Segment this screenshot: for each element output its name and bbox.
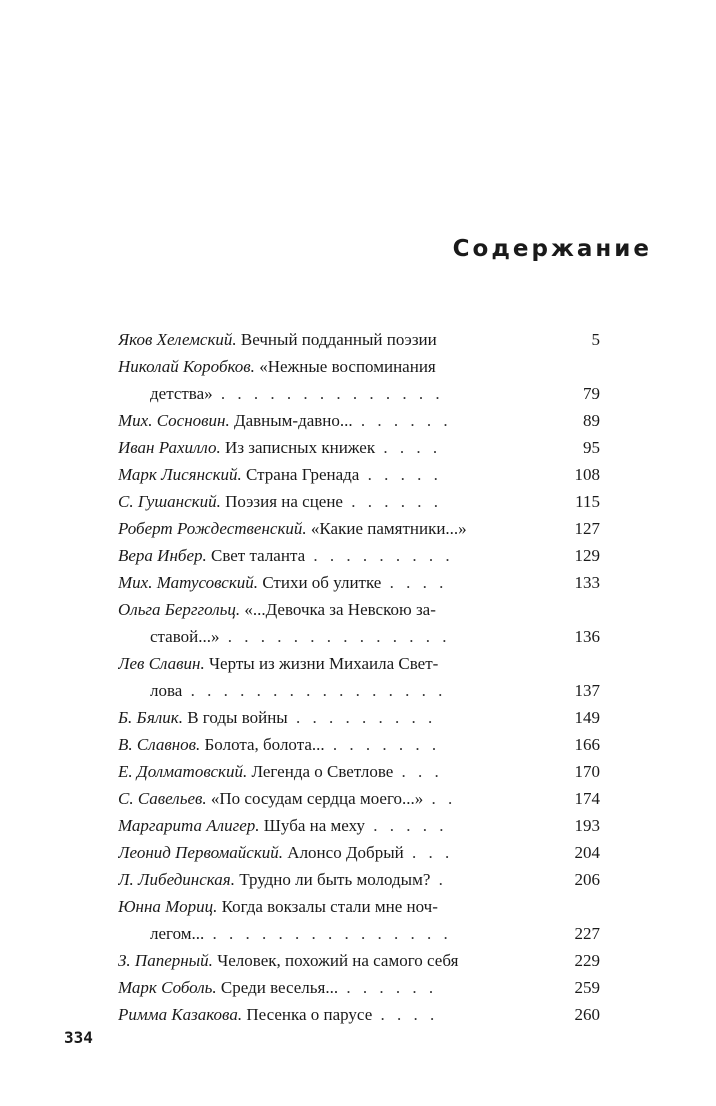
toc-page-number: 133 bbox=[574, 573, 600, 592]
toc-entry-line bbox=[118, 515, 542, 542]
dot-leader: . . . . bbox=[375, 438, 442, 457]
toc-entry-line bbox=[118, 920, 542, 947]
toc-author: Б. Бялик. bbox=[118, 708, 183, 727]
toc-author: Роберт Рождественский. bbox=[118, 519, 307, 538]
toc-page-number: 174 bbox=[574, 789, 600, 808]
toc-page-number: 229 bbox=[574, 951, 600, 970]
toc-entry bbox=[118, 488, 600, 515]
toc-entry-line bbox=[118, 461, 542, 488]
toc-entry bbox=[118, 515, 600, 542]
toc-entry-line bbox=[118, 407, 542, 434]
toc-page-number: 115 bbox=[575, 492, 600, 511]
toc-title: Среди веселья... bbox=[216, 978, 339, 997]
toc-entry-line bbox=[118, 326, 542, 353]
toc-page-number: 79 bbox=[583, 384, 600, 403]
toc-entry bbox=[118, 839, 600, 866]
toc-title: Вечный подданный поэзии bbox=[236, 330, 437, 349]
toc-title: Песенка о парусе bbox=[242, 1005, 373, 1024]
toc-entry bbox=[118, 758, 600, 785]
toc-author: Юнна Мориц. bbox=[118, 897, 218, 916]
toc-entry-line bbox=[118, 650, 542, 677]
toc-title: «Нежные воспоминания bbox=[254, 357, 436, 376]
toc-author: Яков Хелемский. bbox=[118, 330, 237, 349]
toc-entry-line bbox=[118, 974, 542, 1001]
toc-author: Маргарита Алигер. bbox=[118, 816, 260, 835]
toc-entry bbox=[118, 704, 600, 731]
toc-entry-line bbox=[118, 677, 542, 704]
toc-entry bbox=[118, 326, 600, 353]
toc-entry bbox=[118, 542, 600, 569]
toc-page-number: 259 bbox=[574, 978, 600, 997]
dot-leader: . . . . . . . . . . . . . . . . bbox=[182, 681, 447, 700]
toc-entry-line bbox=[118, 731, 542, 758]
toc-entry bbox=[118, 569, 600, 596]
toc-author: Лев Славин. bbox=[118, 654, 205, 673]
toc-page-number: 204 bbox=[574, 843, 600, 862]
toc-entry-line bbox=[118, 947, 542, 974]
toc-page-number: 149 bbox=[574, 708, 600, 727]
toc-page-number: 193 bbox=[574, 816, 600, 835]
toc-author: В. Славнов. bbox=[118, 735, 201, 754]
toc-title: Человек, похожий на самого себя bbox=[212, 951, 459, 970]
toc-title: Алонсо Добрый bbox=[283, 843, 404, 862]
toc-entry bbox=[118, 947, 600, 974]
dot-leader: . . . . . . bbox=[352, 411, 452, 430]
toc-page-number: 170 bbox=[574, 762, 600, 781]
dot-leader: . . . . . . . . . . . . . . bbox=[212, 384, 444, 403]
toc-title: легом... bbox=[150, 924, 205, 943]
toc-page-number: 227 bbox=[574, 924, 600, 943]
toc-entry bbox=[118, 650, 600, 704]
toc-entry bbox=[118, 893, 600, 947]
dot-leader: . . . . . . . . . . . . . . bbox=[219, 627, 451, 646]
toc-entry-line bbox=[118, 542, 542, 569]
toc-entry bbox=[118, 407, 600, 434]
dot-leader: . . . . . . . bbox=[324, 735, 441, 754]
toc-author: Ольга Берггольц. bbox=[118, 600, 241, 619]
toc-title: лова bbox=[150, 681, 183, 700]
toc-author: Иван Рахилло. bbox=[118, 438, 221, 457]
dot-leader: . bbox=[430, 870, 447, 889]
toc-entry-line bbox=[118, 623, 542, 650]
toc-title: Давным-давно... bbox=[229, 411, 353, 430]
toc-title: Свет таланта bbox=[206, 546, 306, 565]
toc-entry bbox=[118, 785, 600, 812]
dot-leader: . . . . . . . . . bbox=[305, 546, 454, 565]
toc-entry-line bbox=[118, 704, 542, 731]
toc-author: Мих. Сосновин. bbox=[118, 411, 230, 430]
dot-leader: . . . . . . . . . bbox=[287, 708, 437, 727]
toc-entry bbox=[118, 731, 600, 758]
toc-title: «По сосудам сердца моего...» bbox=[206, 789, 424, 808]
toc-entry-line bbox=[118, 1001, 542, 1028]
toc-page-number: 136 bbox=[574, 627, 600, 646]
toc-page-number: 137 bbox=[574, 681, 600, 700]
toc-title: ставой...» bbox=[150, 627, 220, 646]
table-of-contents bbox=[118, 326, 600, 1028]
toc-entry bbox=[118, 434, 600, 461]
toc-author: З. Паперный. bbox=[118, 951, 213, 970]
toc-title: Страна Гренада bbox=[241, 465, 360, 484]
contents-heading: Содержание bbox=[452, 236, 652, 262]
toc-entry-line bbox=[118, 434, 542, 461]
dot-leader: . . . bbox=[393, 762, 443, 781]
toc-author: Римма Казакова. bbox=[118, 1005, 243, 1024]
toc-entry-line bbox=[118, 812, 542, 839]
toc-author: С. Савельев. bbox=[118, 789, 207, 808]
toc-page-number: 129 bbox=[574, 546, 600, 565]
dot-leader: . . . . bbox=[381, 573, 448, 592]
toc-title: Трудно ли быть молодым? bbox=[234, 870, 431, 889]
dot-leader: . . . . . . . . . . . . . . . bbox=[204, 924, 452, 943]
toc-title: детства» bbox=[150, 384, 213, 403]
toc-entry-line bbox=[118, 893, 542, 920]
dot-leader: . . . . . bbox=[364, 816, 448, 835]
toc-entry bbox=[118, 1001, 600, 1028]
toc-entry bbox=[118, 866, 600, 893]
toc-entry-line bbox=[118, 785, 542, 812]
dot-leader: . . . . bbox=[372, 1005, 439, 1024]
toc-title: Поэзия на сцене bbox=[220, 492, 343, 511]
toc-entry bbox=[118, 353, 600, 407]
toc-author: Е. Долматовский. bbox=[118, 762, 248, 781]
toc-entry-line bbox=[118, 596, 542, 623]
dot-leader: . . . bbox=[403, 843, 454, 862]
toc-author: Леонид Первомайский. bbox=[118, 843, 284, 862]
toc-entry-line bbox=[118, 488, 542, 515]
toc-page-number: 206 bbox=[574, 870, 600, 889]
toc-page-number: 166 bbox=[574, 735, 600, 754]
toc-entry-line bbox=[118, 353, 542, 380]
toc-title: Стихи об улитке bbox=[258, 573, 382, 592]
dot-leader: . . . . . bbox=[359, 465, 442, 484]
toc-page-number: 95 bbox=[583, 438, 600, 457]
toc-entry bbox=[118, 812, 600, 839]
toc-page-number: 108 bbox=[574, 465, 600, 484]
toc-title: Черты из жизни Михаила Свет- bbox=[204, 654, 439, 673]
toc-page-number: 127 bbox=[574, 519, 600, 538]
toc-author: Марк Соболь. bbox=[118, 978, 217, 997]
toc-author: С. Гушанский. bbox=[118, 492, 221, 511]
toc-page-number: 89 bbox=[583, 411, 600, 430]
toc-title: Когда вокзалы стали мне ноч- bbox=[217, 897, 438, 916]
toc-entry bbox=[118, 461, 600, 488]
toc-title: Из записных книжек bbox=[220, 438, 376, 457]
page-number: 334 bbox=[64, 1028, 93, 1047]
dot-leader: . . . . . . bbox=[342, 492, 442, 511]
dot-leader: . . bbox=[423, 789, 457, 808]
toc-title: Легенда о Светлове bbox=[247, 762, 394, 781]
dot-leader: . . . . . . bbox=[338, 978, 438, 997]
toc-page-number: 260 bbox=[574, 1005, 600, 1024]
toc-entry bbox=[118, 974, 600, 1001]
toc-title: «Какие памятники...» bbox=[306, 519, 467, 538]
toc-author: Марк Лисянский. bbox=[118, 465, 242, 484]
toc-author: Мих. Матусовский. bbox=[118, 573, 259, 592]
toc-title: Болота, болота... bbox=[200, 735, 325, 754]
toc-author: Николай Коробков. bbox=[118, 357, 255, 376]
toc-entry-line bbox=[118, 569, 542, 596]
toc-title: Шуба на меху bbox=[259, 816, 365, 835]
toc-entry bbox=[118, 596, 600, 650]
toc-title: «...Девочка за Невскою за- bbox=[240, 600, 436, 619]
toc-entry-line bbox=[118, 380, 542, 407]
toc-page-number: 5 bbox=[591, 330, 600, 349]
toc-entry-line bbox=[118, 839, 542, 866]
toc-author: Вера Инбер. bbox=[118, 546, 207, 565]
toc-entry-line bbox=[118, 758, 542, 785]
toc-title: В годы войны bbox=[182, 708, 288, 727]
toc-author: Л. Либединская. bbox=[118, 870, 235, 889]
toc-entry-line bbox=[118, 866, 542, 893]
